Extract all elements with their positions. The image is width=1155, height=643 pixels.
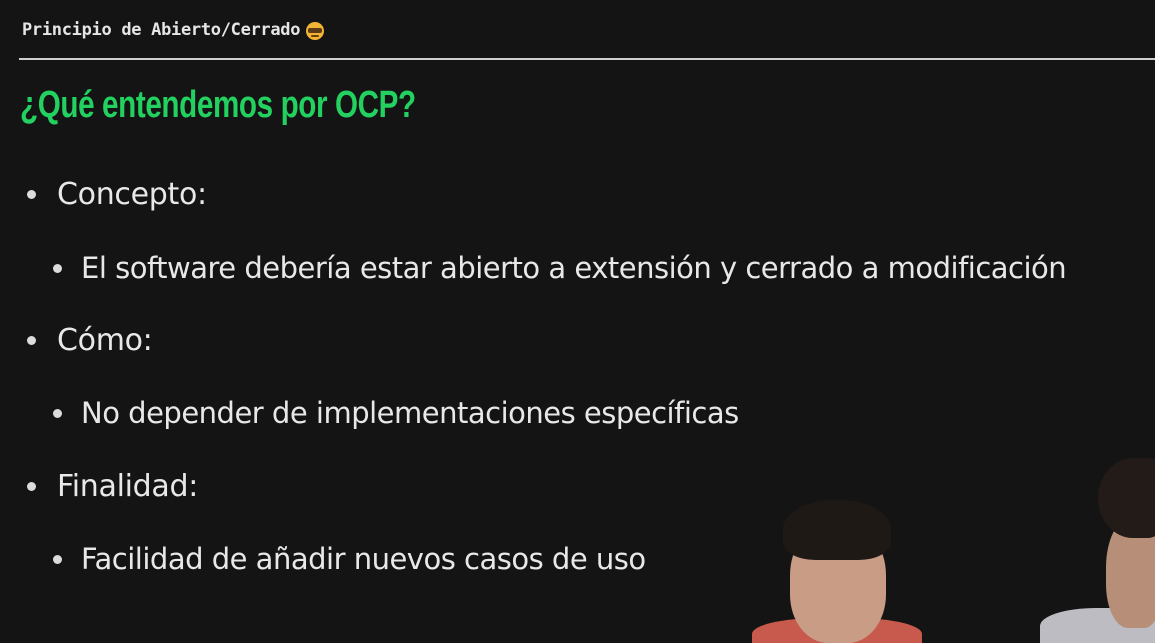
header-divider [19,58,1155,60]
bullet-como [27,323,153,358]
sub-bullet-concepto [53,251,1066,285]
slide-header [22,20,324,40]
bullet-dot-icon [53,264,62,273]
bullet-text: Cómo: [57,323,153,358]
presenter-left-hair [783,500,891,560]
bullet-dot-icon [27,336,36,345]
bullet-text: Concepto: [57,177,207,212]
bullet-dot-icon [27,482,36,491]
bullet-text: Facilidad de añadir nuevos casos de uso [81,542,646,576]
sub-bullet-finalidad [53,542,646,576]
bullet-dot-icon [53,555,62,564]
bullet-text: El software debería estar abierto a extensión y cerrado a modificación [81,251,1067,285]
bullet-concepto [27,177,207,212]
presenter-right-hair [1098,458,1155,538]
bullet-finalidad [27,469,198,504]
bullet-dot-icon [27,190,36,199]
bullet-text: Finalidad: [57,469,199,504]
header-title: Principio de Abierto/Cerrado [22,20,301,40]
sub-bullet-como [53,396,739,430]
bullet-text: No depender de implementaciones específicas [81,396,739,430]
bullet-dot-icon [53,409,62,418]
slide-title: ¿Qué entendemos por OCP? [20,84,416,126]
nerd-face-icon [306,22,324,40]
